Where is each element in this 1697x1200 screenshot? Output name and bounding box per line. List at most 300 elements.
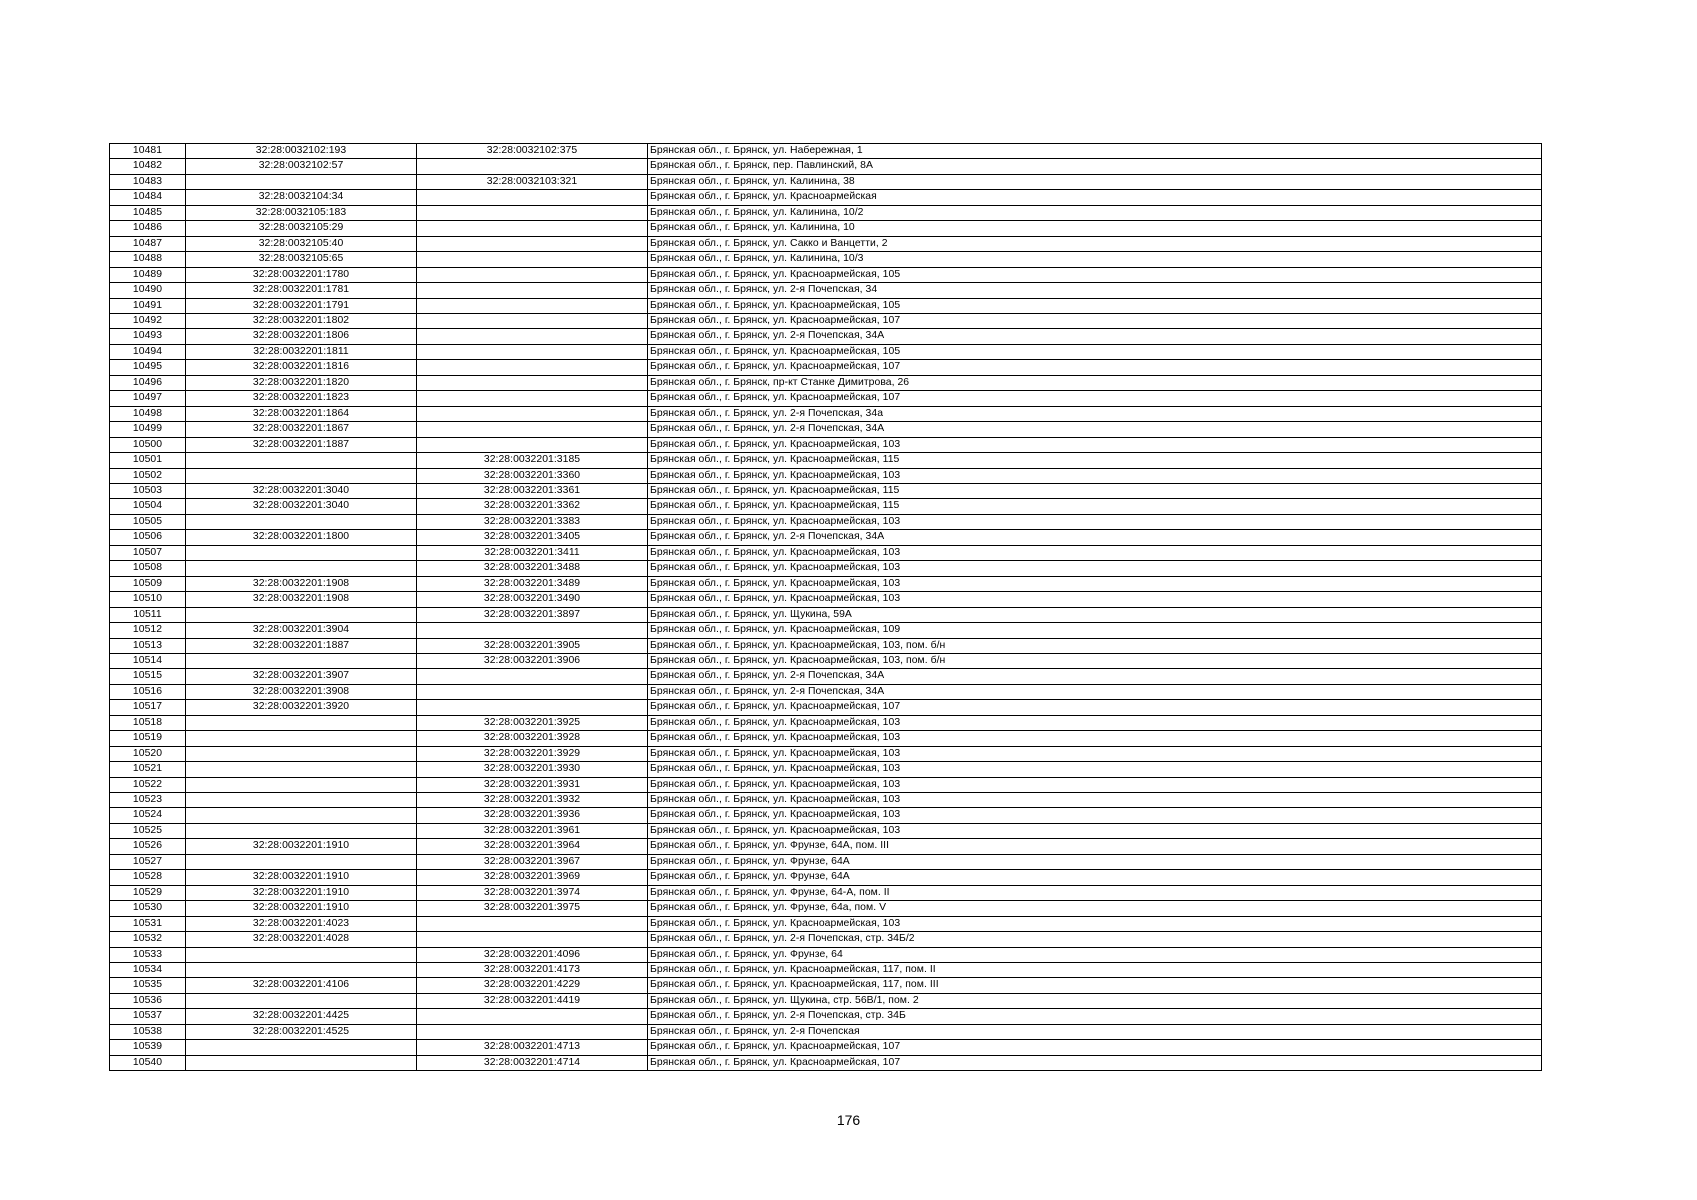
address-cell: Брянская обл., г. Брянск, ул. Красноармейская, 103 (648, 545, 1542, 560)
building-cadastral-number-cell: 32:28:0032201:4714 (417, 1055, 648, 1070)
building-cadastral-number-cell: 32:28:0032201:3488 (417, 561, 648, 576)
building-cadastral-number-cell (417, 437, 648, 452)
cadastral-number-cell: 32:28:0032201:3920 (186, 700, 417, 715)
cadastral-number-cell: 32:28:0032201:1887 (186, 437, 417, 452)
building-cadastral-number-cell: 32:28:0032201:3897 (417, 607, 648, 622)
address-cell: Брянская обл., г. Брянск, ул. Фрунзе, 64А (648, 854, 1542, 869)
building-cadastral-number-cell: 32:28:0032201:3405 (417, 530, 648, 545)
row-number-cell: 10508 (110, 561, 186, 576)
row-number-cell: 10540 (110, 1055, 186, 1070)
address-cell: Брянская обл., г. Брянск, ул. Красноармейская, 103 (648, 808, 1542, 823)
row-number-cell: 10510 (110, 592, 186, 607)
building-cadastral-number-cell: 32:28:0032201:3930 (417, 762, 648, 777)
table-row (110, 174, 1542, 189)
table-row (110, 221, 1542, 236)
cadastral-number-cell (186, 854, 417, 869)
cadastral-number-cell: 32:28:0032102:57 (186, 159, 417, 174)
building-cadastral-number-cell (417, 669, 648, 684)
table-row (110, 746, 1542, 761)
row-number-cell: 10509 (110, 576, 186, 591)
table-row (110, 1055, 1542, 1070)
cadastral-number-cell (186, 607, 417, 622)
row-number-cell: 10511 (110, 607, 186, 622)
building-cadastral-number-cell: 32:28:0032201:3383 (417, 514, 648, 529)
cadastral-number-cell: 32:28:0032201:3904 (186, 623, 417, 638)
address-cell: Брянская обл., г. Брянск, ул. Калинина, 10 (648, 221, 1542, 236)
address-cell: Брянская обл., г. Брянск, ул. Красноармейская, 109 (648, 623, 1542, 638)
building-cadastral-number-cell: 32:28:0032201:3925 (417, 715, 648, 730)
cadastral-number-cell: 32:28:0032201:1887 (186, 638, 417, 653)
cadastral-number-cell: 32:28:0032201:1910 (186, 870, 417, 885)
address-cell: Брянская обл., г. Брянск, ул. Красноармейская, 115 (648, 453, 1542, 468)
cadastral-number-cell (186, 715, 417, 730)
building-cadastral-number-cell: 32:28:0032201:3931 (417, 777, 648, 792)
building-cadastral-number-cell (417, 252, 648, 267)
address-cell: Брянская обл., г. Брянск, ул. Фрунзе, 64а, пом. V (648, 901, 1542, 916)
address-cell: Брянская обл., г. Брянск, ул. 2-я Почепская, 34а (648, 406, 1542, 421)
address-cell: Брянская обл., г. Брянск, ул. Фрунзе, 64 (648, 947, 1542, 962)
row-number-cell: 10496 (110, 375, 186, 390)
table-row (110, 854, 1542, 869)
building-cadastral-number-cell: 32:28:0032201:4419 (417, 993, 648, 1008)
cadastral-number-cell: 32:28:0032201:1820 (186, 375, 417, 390)
cadastral-number-cell (186, 793, 417, 808)
cadastral-number-cell (186, 545, 417, 560)
row-number-cell: 10526 (110, 839, 186, 854)
building-cadastral-number-cell: 32:28:0032201:3185 (417, 453, 648, 468)
building-cadastral-number-cell: 32:28:0032201:3932 (417, 793, 648, 808)
row-number-cell: 10531 (110, 916, 186, 931)
table-row (110, 1024, 1542, 1039)
table-row (110, 406, 1542, 421)
row-number-cell: 10516 (110, 684, 186, 699)
cadastral-number-cell (186, 963, 417, 978)
address-cell: Брянская обл., г. Брянск, ул. Фрунзе, 64А (648, 870, 1542, 885)
row-number-cell: 10522 (110, 777, 186, 792)
cadastral-number-cell: 32:28:0032201:1811 (186, 344, 417, 359)
building-cadastral-number-cell (417, 684, 648, 699)
address-cell: Брянская обл., г. Брянск, ул. Красноармейская, 107 (648, 313, 1542, 328)
address-cell: Брянская обл., г. Брянск, ул. Красноармейская, 103 (648, 777, 1542, 792)
address-cell: Брянская обл., г. Брянск, ул. Красноармейская, 115 (648, 483, 1542, 498)
row-number-cell: 10512 (110, 623, 186, 638)
address-cell: Брянская обл., г. Брянск, ул. 2-я Почепская, стр. 34Б (648, 1009, 1542, 1024)
cadastral-number-cell: 32:28:0032201:1780 (186, 267, 417, 282)
cadastral-number-cell (186, 947, 417, 962)
row-number-cell: 10528 (110, 870, 186, 885)
building-cadastral-number-cell (417, 298, 648, 313)
table-row (110, 823, 1542, 838)
building-cadastral-number-cell (417, 422, 648, 437)
row-number-cell: 10482 (110, 159, 186, 174)
building-cadastral-number-cell: 32:28:0032201:3361 (417, 483, 648, 498)
row-number-cell: 10521 (110, 762, 186, 777)
building-cadastral-number-cell: 32:28:0032201:3964 (417, 839, 648, 854)
address-cell: Брянская обл., г. Брянск, ул. Фрунзе, 64-А, пом. II (648, 885, 1542, 900)
row-number-cell: 10500 (110, 437, 186, 452)
building-cadastral-number-cell: 32:28:0032201:3906 (417, 653, 648, 668)
cadastral-number-cell (186, 777, 417, 792)
address-cell: Брянская обл., г. Брянск, ул. 2-я Почепская, 34А (648, 329, 1542, 344)
address-cell: Брянская обл., г. Брянск, ул. Калинина, 10/2 (648, 205, 1542, 220)
building-cadastral-number-cell (417, 313, 648, 328)
cadastral-number-cell: 32:28:0032201:3040 (186, 499, 417, 514)
building-cadastral-number-cell (417, 190, 648, 205)
address-cell: Брянская обл., г. Брянск, ул. Красноармейская, 103, пом. б/н (648, 638, 1542, 653)
address-cell: Брянская обл., г. Брянск, ул. Красноармейская (648, 190, 1542, 205)
row-number-cell: 10489 (110, 267, 186, 282)
cadastral-number-cell (186, 1040, 417, 1055)
row-number-cell: 10506 (110, 530, 186, 545)
building-cadastral-number-cell (417, 236, 648, 251)
row-number-cell: 10494 (110, 344, 186, 359)
building-cadastral-number-cell (417, 329, 648, 344)
table-row (110, 978, 1542, 993)
address-cell: Брянская обл., г. Брянск, ул. Красноармейская, 117, пом. III (648, 978, 1542, 993)
row-number-cell: 10532 (110, 932, 186, 947)
table-row (110, 252, 1542, 267)
cadastral-number-cell: 32:28:0032105:183 (186, 205, 417, 220)
row-number-cell: 10492 (110, 313, 186, 328)
address-cell: Брянская обл., г. Брянск, ул. Набережная, 1 (648, 144, 1542, 159)
cadastral-number-cell: 32:28:0032201:1908 (186, 592, 417, 607)
building-cadastral-number-cell: 32:28:0032201:4713 (417, 1040, 648, 1055)
table-row (110, 1009, 1542, 1024)
row-number-cell: 10536 (110, 993, 186, 1008)
cadastral-number-cell: 32:28:0032201:4425 (186, 1009, 417, 1024)
address-cell: Брянская обл., г. Брянск, ул. Красноармейская, 103 (648, 437, 1542, 452)
table-row (110, 592, 1542, 607)
address-cell: Брянская обл., г. Брянск, ул. Калинина, 10/3 (648, 252, 1542, 267)
building-cadastral-number-cell (417, 375, 648, 390)
row-number-cell: 10507 (110, 545, 186, 560)
cadastral-number-cell: 32:28:0032201:3908 (186, 684, 417, 699)
table-row (110, 870, 1542, 885)
address-cell: Брянская обл., г. Брянск, ул. Красноармейская, 103 (648, 823, 1542, 838)
building-cadastral-number-cell (417, 283, 648, 298)
building-cadastral-number-cell (417, 700, 648, 715)
row-number-cell: 10497 (110, 391, 186, 406)
cadastral-number-cell: 32:28:0032104:34 (186, 190, 417, 205)
row-number-cell: 10530 (110, 901, 186, 916)
address-cell: Брянская обл., г. Брянск, ул. 2-я Почепская, стр. 34Б/2 (648, 932, 1542, 947)
row-number-cell: 10525 (110, 823, 186, 838)
address-cell: Брянская обл., г. Брянск, ул. 2-я Почепская, 34А (648, 684, 1542, 699)
table-row (110, 514, 1542, 529)
row-number-cell: 10527 (110, 854, 186, 869)
cadastral-number-cell: 32:28:0032201:1910 (186, 885, 417, 900)
table-row (110, 885, 1542, 900)
table-row (110, 190, 1542, 205)
building-cadastral-number-cell (417, 932, 648, 947)
cadastral-number-cell (186, 993, 417, 1008)
row-number-cell: 10485 (110, 205, 186, 220)
building-cadastral-number-cell: 32:28:0032201:3936 (417, 808, 648, 823)
row-number-cell: 10517 (110, 700, 186, 715)
row-number-cell: 10498 (110, 406, 186, 421)
cadastral-number-cell (186, 823, 417, 838)
cadastral-number-cell: 32:28:0032201:1910 (186, 901, 417, 916)
registry-table (109, 143, 1542, 1071)
cadastral-number-cell (186, 468, 417, 483)
building-cadastral-number-cell: 32:28:0032201:3490 (417, 592, 648, 607)
address-cell: Брянская обл., г. Брянск, ул. Красноармейская, 103 (648, 731, 1542, 746)
table-row (110, 144, 1542, 159)
address-cell: Брянская обл., г. Брянск, ул. Красноармейская, 103 (648, 762, 1542, 777)
cadastral-number-cell (186, 514, 417, 529)
row-number-cell: 10537 (110, 1009, 186, 1024)
building-cadastral-number-cell (417, 916, 648, 931)
address-cell: Брянская обл., г. Брянск, ул. Фрунзе, 64А, пом. III (648, 839, 1542, 854)
building-cadastral-number-cell (417, 159, 648, 174)
cadastral-number-cell: 32:28:0032201:1910 (186, 839, 417, 854)
cadastral-number-cell: 32:28:0032201:1816 (186, 360, 417, 375)
table-row (110, 499, 1542, 514)
row-number-cell: 10505 (110, 514, 186, 529)
page-number: 176 (836, 1112, 861, 1128)
row-number-cell: 10481 (110, 144, 186, 159)
cadastral-number-cell: 32:28:0032201:4023 (186, 916, 417, 931)
row-number-cell: 10533 (110, 947, 186, 962)
address-cell: Брянская обл., г. Брянск, ул. Красноармейская, 103 (648, 592, 1542, 607)
cadastral-number-cell (186, 731, 417, 746)
address-cell: Брянская обл., г. Брянск, ул. 2-я Почепская, 34А (648, 669, 1542, 684)
row-number-cell: 10520 (110, 746, 186, 761)
table-row (110, 623, 1542, 638)
row-number-cell: 10519 (110, 731, 186, 746)
row-number-cell: 10502 (110, 468, 186, 483)
building-cadastral-number-cell: 32:28:0032201:3969 (417, 870, 648, 885)
table-row (110, 236, 1542, 251)
row-number-cell: 10523 (110, 793, 186, 808)
address-cell: Брянская обл., г. Брянск, ул. Калинина, 38 (648, 174, 1542, 189)
table-row (110, 947, 1542, 962)
address-cell: Брянская обл., г. Брянск, ул. Красноармейская, 103 (648, 576, 1542, 591)
table-row (110, 453, 1542, 468)
table-row (110, 684, 1542, 699)
row-number-cell: 10483 (110, 174, 186, 189)
address-cell: Брянская обл., г. Брянск, ул. 2-я Почепская, 34А (648, 422, 1542, 437)
building-cadastral-number-cell: 32:28:0032201:3967 (417, 854, 648, 869)
building-cadastral-number-cell (417, 1024, 648, 1039)
address-cell: Брянская обл., г. Брянск, ул. Красноармейская, 103 (648, 468, 1542, 483)
table-row (110, 344, 1542, 359)
building-cadastral-number-cell: 32:28:0032201:4173 (417, 963, 648, 978)
cadastral-number-cell: 32:28:0032201:1864 (186, 406, 417, 421)
table-row (110, 715, 1542, 730)
table-row (110, 932, 1542, 947)
row-number-cell: 10503 (110, 483, 186, 498)
row-number-cell: 10491 (110, 298, 186, 313)
cadastral-number-cell: 32:28:0032201:1781 (186, 283, 417, 298)
table-row (110, 762, 1542, 777)
building-cadastral-number-cell (417, 391, 648, 406)
cadastral-number-cell (186, 808, 417, 823)
building-cadastral-number-cell (417, 1009, 648, 1024)
cadastral-number-cell (186, 1055, 417, 1070)
row-number-cell: 10499 (110, 422, 186, 437)
table-row (110, 700, 1542, 715)
row-number-cell: 10495 (110, 360, 186, 375)
building-cadastral-number-cell: 32:28:0032201:4096 (417, 947, 648, 962)
building-cadastral-number-cell (417, 267, 648, 282)
address-cell: Брянская обл., г. Брянск, ул. Щукина, стр. 56В/1, пом. 2 (648, 993, 1542, 1008)
cadastral-number-cell: 32:28:0032201:1791 (186, 298, 417, 313)
address-cell: Брянская обл., г. Брянск, ул. Красноармейская, 103 (648, 561, 1542, 576)
row-number-cell: 10501 (110, 453, 186, 468)
cadastral-number-cell (186, 453, 417, 468)
cadastral-number-cell: 32:28:0032105:40 (186, 236, 417, 251)
building-cadastral-number-cell (417, 205, 648, 220)
building-cadastral-number-cell: 32:28:0032201:4229 (417, 978, 648, 993)
table-row (110, 422, 1542, 437)
cadastral-number-cell (186, 174, 417, 189)
table-row (110, 638, 1542, 653)
cadastral-number-cell: 32:28:0032201:4028 (186, 932, 417, 947)
row-number-cell: 10514 (110, 653, 186, 668)
cadastral-number-cell (186, 762, 417, 777)
address-cell: Брянская обл., г. Брянск, ул. Красноармейская, 107 (648, 700, 1542, 715)
row-number-cell: 10493 (110, 329, 186, 344)
table-row (110, 808, 1542, 823)
address-cell: Брянская обл., г. Брянск, ул. Щукина, 59А (648, 607, 1542, 622)
address-cell: Брянская обл., г. Брянск, ул. 2-я Почепская, 34 (648, 283, 1542, 298)
cadastral-number-cell: 32:28:0032102:193 (186, 144, 417, 159)
building-cadastral-number-cell: 32:28:0032201:3905 (417, 638, 648, 653)
building-cadastral-number-cell: 32:28:0032201:3974 (417, 885, 648, 900)
row-number-cell: 10515 (110, 669, 186, 684)
row-number-cell: 10529 (110, 885, 186, 900)
table-row (110, 607, 1542, 622)
address-cell: Брянская обл., г. Брянск, ул. Красноармейская, 107 (648, 391, 1542, 406)
address-cell: Брянская обл., г. Брянск, ул. Красноармейская, 103 (648, 916, 1542, 931)
cadastral-number-cell (186, 746, 417, 761)
cadastral-number-cell (186, 561, 417, 576)
cadastral-number-cell: 32:28:0032201:1802 (186, 313, 417, 328)
address-cell: Брянская обл., г. Брянск, ул. Красноармейская, 117, пом. II (648, 963, 1542, 978)
cadastral-number-cell: 32:28:0032201:1867 (186, 422, 417, 437)
cadastral-number-cell: 32:28:0032201:4525 (186, 1024, 417, 1039)
address-cell: Брянская обл., г. Брянск, ул. Красноармейская, 105 (648, 344, 1542, 359)
row-number-cell: 10524 (110, 808, 186, 823)
building-cadastral-number-cell: 32:28:0032201:3975 (417, 901, 648, 916)
row-number-cell: 10484 (110, 190, 186, 205)
address-cell: Брянская обл., г. Брянск, пр-кт Станке Димитрова, 26 (648, 375, 1542, 390)
address-cell: Брянская обл., г. Брянск, ул. Красноармейская, 103 (648, 715, 1542, 730)
cadastral-number-cell: 32:28:0032105:29 (186, 221, 417, 236)
table-row (110, 576, 1542, 591)
table-row (110, 916, 1542, 931)
building-cadastral-number-cell (417, 623, 648, 638)
cadastral-number-cell: 32:28:0032201:1800 (186, 530, 417, 545)
address-cell: Брянская обл., г. Брянск, ул. Красноармейская, 103 (648, 746, 1542, 761)
building-cadastral-number-cell: 32:28:0032201:3411 (417, 545, 648, 560)
cadastral-number-cell: 32:28:0032201:1806 (186, 329, 417, 344)
building-cadastral-number-cell: 32:28:0032201:3961 (417, 823, 648, 838)
table-row (110, 561, 1542, 576)
table-row (110, 329, 1542, 344)
address-cell: Брянская обл., г. Брянск, ул. Красноармейская, 107 (648, 1055, 1542, 1070)
address-cell: Брянская обл., г. Брянск, ул. Красноармейская, 105 (648, 298, 1542, 313)
address-cell: Брянская обл., г. Брянск, ул. 2-я Почепская (648, 1024, 1542, 1039)
table-row (110, 1040, 1542, 1055)
cadastral-number-cell: 32:28:0032201:3907 (186, 669, 417, 684)
row-number-cell: 10534 (110, 963, 186, 978)
row-number-cell: 10539 (110, 1040, 186, 1055)
building-cadastral-number-cell (417, 406, 648, 421)
row-number-cell: 10535 (110, 978, 186, 993)
table-row (110, 545, 1542, 560)
address-cell: Брянская обл., г. Брянск, пер. Павлинский, 8А (648, 159, 1542, 174)
address-cell: Брянская обл., г. Брянск, ул. Красноармейская, 107 (648, 360, 1542, 375)
table-row (110, 777, 1542, 792)
table-row (110, 731, 1542, 746)
table-row (110, 391, 1542, 406)
building-cadastral-number-cell (417, 344, 648, 359)
cadastral-number-cell: 32:28:0032201:4106 (186, 978, 417, 993)
building-cadastral-number-cell: 32:28:0032201:3489 (417, 576, 648, 591)
table-row (110, 159, 1542, 174)
row-number-cell: 10488 (110, 252, 186, 267)
cadastral-number-cell: 32:28:0032201:1823 (186, 391, 417, 406)
address-cell: Брянская обл., г. Брянск, ул. Красноармейская, 103 (648, 514, 1542, 529)
table-row (110, 468, 1542, 483)
cadastral-number-cell: 32:28:0032201:1908 (186, 576, 417, 591)
building-cadastral-number-cell: 32:28:0032201:3929 (417, 746, 648, 761)
building-cadastral-number-cell (417, 360, 648, 375)
table-row (110, 267, 1542, 282)
row-number-cell: 10538 (110, 1024, 186, 1039)
building-cadastral-number-cell: 32:28:0032201:3362 (417, 499, 648, 514)
table-row (110, 963, 1542, 978)
row-number-cell: 10486 (110, 221, 186, 236)
row-number-cell: 10487 (110, 236, 186, 251)
address-cell: Брянская обл., г. Брянск, ул. Сакко и Ванцетти, 2 (648, 236, 1542, 251)
table-row (110, 313, 1542, 328)
table-row (110, 205, 1542, 220)
building-cadastral-number-cell: 32:28:0032103:321 (417, 174, 648, 189)
address-cell: Брянская обл., г. Брянск, ул. 2-я Почепская, 34А (648, 530, 1542, 545)
table-row (110, 530, 1542, 545)
table-row (110, 283, 1542, 298)
table-row (110, 298, 1542, 313)
table-row (110, 653, 1542, 668)
table-row (110, 793, 1542, 808)
address-cell: Брянская обл., г. Брянск, ул. Красноармейская, 103, пом. б/н (648, 653, 1542, 668)
cadastral-number-cell: 32:28:0032201:3040 (186, 483, 417, 498)
row-number-cell: 10513 (110, 638, 186, 653)
address-cell: Брянская обл., г. Брянск, ул. Красноармейская, 107 (648, 1040, 1542, 1055)
address-cell: Брянская обл., г. Брянск, ул. Красноармейская, 103 (648, 793, 1542, 808)
building-cadastral-number-cell: 32:28:0032102:375 (417, 144, 648, 159)
address-cell: Брянская обл., г. Брянск, ул. Красноармейская, 105 (648, 267, 1542, 282)
address-cell: Брянская обл., г. Брянск, ул. Красноармейская, 115 (648, 499, 1542, 514)
building-cadastral-number-cell: 32:28:0032201:3928 (417, 731, 648, 746)
table-row (110, 375, 1542, 390)
table-row (110, 669, 1542, 684)
table-row (110, 901, 1542, 916)
building-cadastral-number-cell (417, 221, 648, 236)
row-number-cell: 10504 (110, 499, 186, 514)
cadastral-number-cell: 32:28:0032105:65 (186, 252, 417, 267)
row-number-cell: 10518 (110, 715, 186, 730)
table-row (110, 839, 1542, 854)
table-row (110, 483, 1542, 498)
cadastral-number-cell (186, 653, 417, 668)
table-row (110, 360, 1542, 375)
registry-table-body (110, 144, 1542, 1071)
row-number-cell: 10490 (110, 283, 186, 298)
